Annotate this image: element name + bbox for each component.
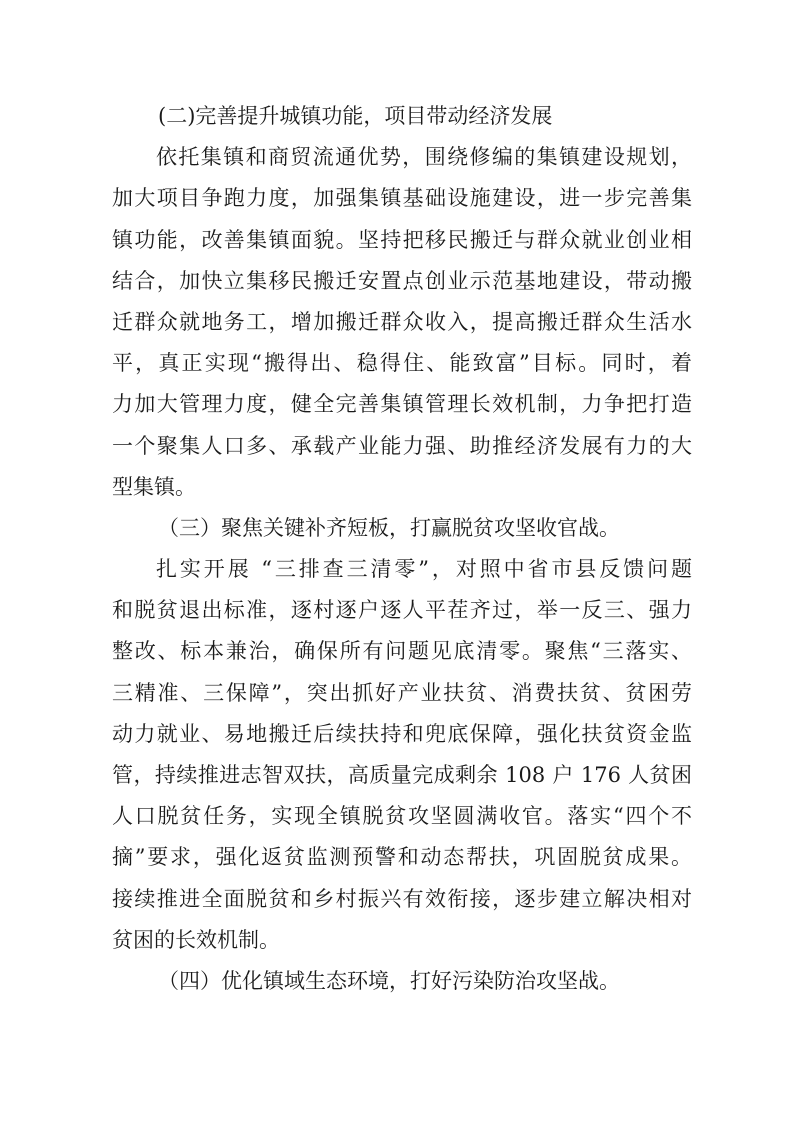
paragraph-line: 扎实开展 “三排查三清零”，对照中省市县反馈问题 <box>156 557 692 582</box>
paragraph-line: 管，持续推进志智双扶，高质量完成剩余 108 户 176 人贫困 <box>112 763 692 787</box>
paragraph-line: 迁群众就地务工，增加搬迁群众收入，提高搬迁群众生活水 <box>112 309 692 334</box>
paragraph-line: 三精准、三保障”，突出抓好产业扶贫、消费扶贫、贫困劳 <box>112 680 692 705</box>
paragraph-line: 和脱贫退出标准，逐村逐户逐人平茬齐过，举一反三、强力 <box>112 598 692 623</box>
paragraph-line: 人口脱贫任务，实现全镇脱贫攻坚圆满收官。落实“四个不 <box>112 804 692 829</box>
paragraph-line: 依托集镇和商贸流通优势，围绕修编的集镇建设规划， <box>156 145 692 170</box>
paragraph-line: 一个聚集人口多、承载产业能力强、助推经济发展有力的大 <box>112 433 692 458</box>
paragraph-line: 结合，加快立集移民搬迁安置点创业示范基地建设，带动搬 <box>112 268 692 293</box>
paragraph-line: 整改、标本兼治，确保所有问题见底清零。聚焦“三落实、 <box>112 639 692 664</box>
paragraph-line: 接续推进全面脱贫和乡村振兴有效衔接，逐步建立解决相对 <box>112 886 692 911</box>
paragraph-line: 型集镇。 <box>112 474 196 499</box>
paragraph-line: 力加大管理力度，健全完善集镇管理长效机制，力争把打造 <box>112 392 692 417</box>
section-3-heading: （三）聚焦关键补齐短板，打赢脱贫攻坚收官战。 <box>158 515 620 540</box>
section-2-heading: (二)完善提升城镇功能，项目带动经济发展 <box>158 104 553 128</box>
paragraph-line: 平，真正实现“搬得出、稳得住、能致富”目标。同时，着 <box>112 351 692 376</box>
section-4-heading: （四）优化镇域生态环境，打好污染防治攻坚战。 <box>158 968 620 993</box>
paragraph-line: 动力就业、易地搬迁后续扶持和兜底保障，强化扶贫资金监 <box>112 721 692 746</box>
document-body <box>112 96 692 1002</box>
paragraph-line: 镇功能，改善集镇面貌。坚持把移民搬迁与群众就业创业相 <box>112 227 692 252</box>
paragraph-line: 贫困的长效机制。 <box>112 927 280 952</box>
paragraph-line: 摘”要求，强化返贫监测预警和动态帮扶，巩固脱贫成果。 <box>112 845 692 870</box>
paragraph-line: 加大项目争跑力度，加强集镇基础设施建设，进一步完善集 <box>112 186 692 211</box>
